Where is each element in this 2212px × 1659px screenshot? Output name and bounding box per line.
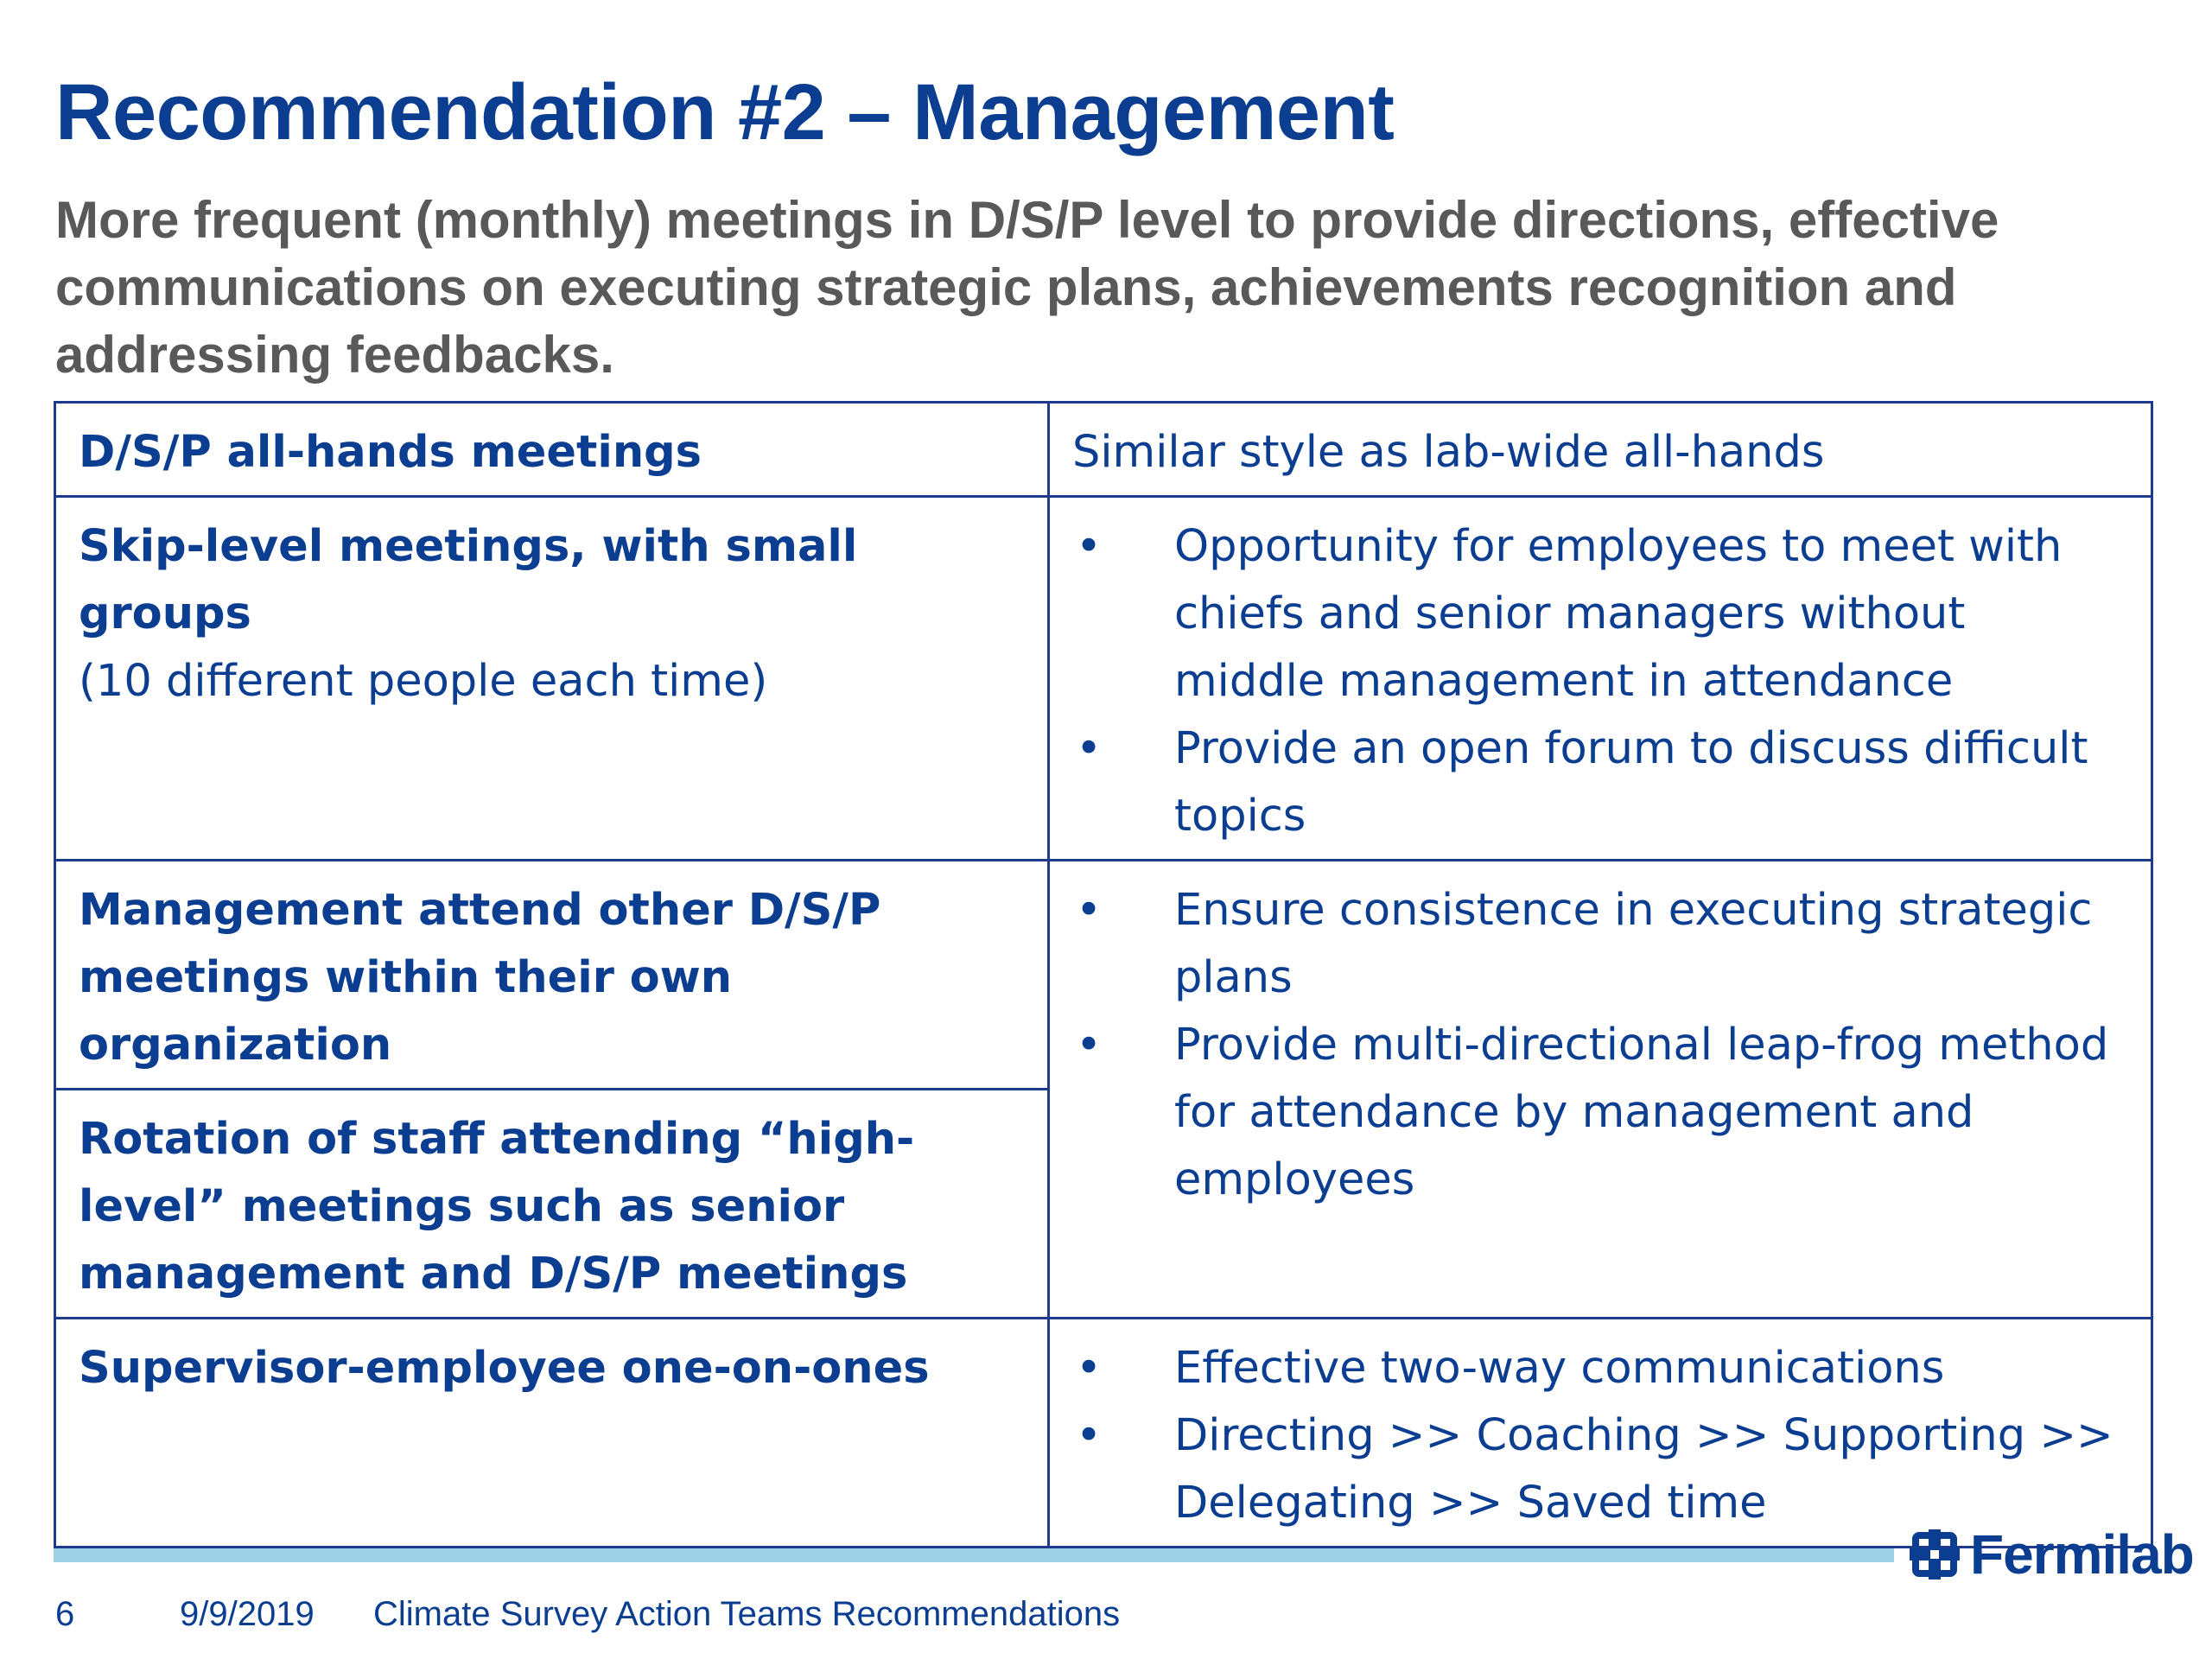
bullet-text: Opportunity for employees to meet with chiefs and senior managers without middle management in attendance <box>1174 521 2063 707</box>
bullet-list <box>1072 1335 2128 1537</box>
table-cell-right <box>1049 1319 2152 1548</box>
bullet-icon: • <box>1076 521 1103 572</box>
footer-caption: Climate Survey Action Teams Recommendations <box>373 1595 1121 1633</box>
table-row <box>55 1319 2152 1548</box>
slide-subtitle: More frequent (monthly) meetings in D/S/P level to provide directions, effective communications on executing strategic plans, achievements recognition and addressing feedbacks. <box>55 191 1999 384</box>
bullet-list <box>1072 877 2128 1214</box>
footer-date: 9/9/2019 <box>180 1595 315 1633</box>
table-row <box>55 497 2152 861</box>
list-item <box>1072 715 2128 850</box>
bullet-text: Effective two-way communications <box>1174 1343 1945 1394</box>
page-number: 6 <box>55 1595 75 1633</box>
row-heading: Skip-level meetings, with small groups <box>79 521 858 639</box>
bullet-icon: • <box>1076 723 1103 774</box>
list-item <box>1072 1012 2128 1214</box>
table-cell-left <box>55 403 1049 497</box>
list-item <box>1072 877 2128 1012</box>
logo-wordmark: Fermilab <box>1970 1523 2194 1586</box>
list-item <box>1072 1402 2128 1537</box>
slide-title: Recommendation #2 – Management <box>55 68 1395 156</box>
table-cell-right <box>1049 403 2152 497</box>
table-cell-right <box>1049 497 2152 861</box>
row-heading-note: (10 different people each time) <box>79 656 768 707</box>
bullet-text: Ensure consistence in executing strategic plans <box>1174 885 2093 1003</box>
fermilab-logo <box>1908 1522 2194 1586</box>
bullet-icon: • <box>1076 885 1103 936</box>
table-cell-right <box>1049 861 2152 1319</box>
table-cell-left <box>55 1090 1049 1319</box>
row-description: Similar style as lab-wide all-hands <box>1072 427 1825 478</box>
table-row <box>55 861 2152 1090</box>
table-cell-left <box>55 497 1049 861</box>
bullet-icon: • <box>1076 1410 1103 1461</box>
list-item <box>1072 1335 2128 1402</box>
bullet-icon: • <box>1076 1343 1103 1394</box>
bullet-text: Provide an open forum to discuss difficult topics <box>1174 723 2088 842</box>
table-cell-left <box>55 861 1049 1090</box>
row-heading: D/S/P all-hands meetings <box>79 427 702 478</box>
row-heading: Management attend other D/S/P meetings within their own organization <box>79 885 881 1071</box>
table-row <box>55 403 2152 497</box>
bullet-text: Provide multi-directional leap-frog method for attendance by management and employees <box>1174 1020 2109 1205</box>
bullet-text: Directing >> Coaching >> Supporting >> Delegating >> Saved time <box>1174 1410 2113 1529</box>
footer-divider-bar <box>54 1548 1894 1562</box>
recommendation-table <box>54 401 2153 1548</box>
bullet-icon: • <box>1076 1020 1103 1071</box>
row-heading: Supervisor-employee one-on-ones <box>79 1343 930 1394</box>
list-item <box>1072 513 2128 715</box>
table-cell-left <box>55 1319 1049 1548</box>
fermilab-logo-icon <box>1908 1528 1961 1581</box>
bullet-list <box>1072 513 2128 850</box>
row-heading: Rotation of staff attending “high-level” meetings such as senior management and D/S/P meetings <box>79 1114 915 1300</box>
